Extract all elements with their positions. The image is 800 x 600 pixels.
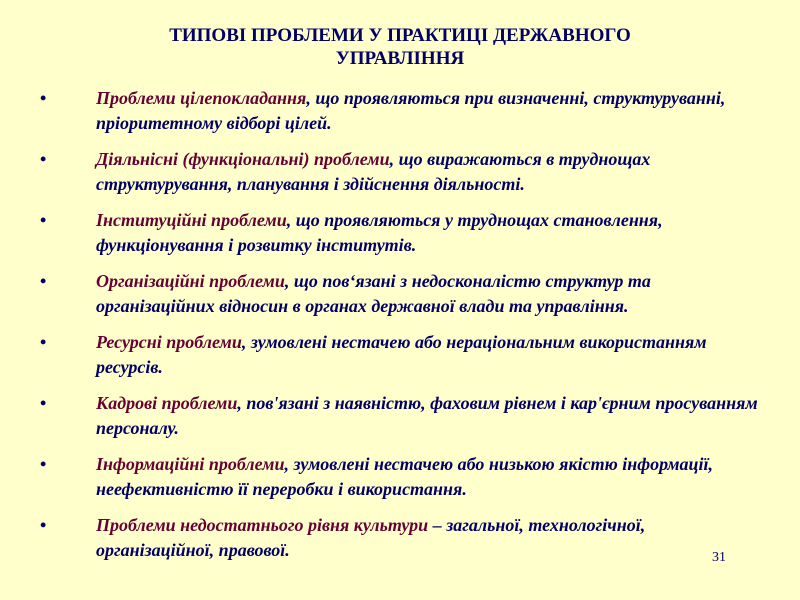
bullet-item-goal-setting xyxy=(40,86,760,136)
bullet-text: , що виражаються в труднощах структурування, планування і здійснення діяльності. xyxy=(96,149,651,194)
bullet-dot: • xyxy=(40,149,47,169)
bullet-text: , зумовлені нестачею або нераціональним використанням ресурсів. xyxy=(96,332,707,377)
bullet-text: – загальної, технологічної, організаційної, правової. xyxy=(96,515,646,560)
bullet-item-culture xyxy=(40,513,760,563)
bullet-item-personnel xyxy=(40,391,760,441)
slide-title-line-2: УПРАВЛІННЯ xyxy=(335,48,465,69)
bullet-text: , що проявляються у труднощах становлення, функціонування і розвитку інститутів. xyxy=(96,210,663,255)
bullet-term: Організаційні проблеми xyxy=(96,271,285,291)
slide-number: 31 xyxy=(712,550,726,565)
bullet-dot: • xyxy=(40,393,47,413)
bullet-item-institutional xyxy=(40,208,760,258)
bullet-text: , пов'язані з наявністю, фаховим рівнем і кар'єрним просуванням персоналу. xyxy=(96,393,758,438)
bullet-item-functional xyxy=(40,147,760,197)
bullet-text: , що проявляються при визначенні, структуруванні, пріоритетному відборі цілей. xyxy=(96,88,726,133)
bullet-item-organizational xyxy=(40,269,760,319)
bullet-dot: • xyxy=(40,271,47,291)
bullet-text: , зумовлені нестачею або низькою якістю інформації, неефективністю її переробки і використання. xyxy=(96,454,714,499)
bullet-term: Проблеми недостатнього рівня культури xyxy=(96,515,429,535)
bullet-term: Діяльнісні (функціональні) проблеми xyxy=(96,149,390,169)
bullet-dot: • xyxy=(40,332,47,352)
bullet-list xyxy=(40,86,760,574)
bullet-item-resource xyxy=(40,330,760,380)
bullet-term: Проблеми цілепокладання xyxy=(96,88,307,108)
slide-title xyxy=(100,24,700,70)
bullet-dot: • xyxy=(40,210,47,230)
bullet-dot: • xyxy=(40,515,47,535)
slide-title-line-1: ТИПОВІ ПРОБЛЕМИ У ПРАКТИЦІ ДЕРЖАВНОГО xyxy=(169,25,631,46)
bullet-item-informational xyxy=(40,452,760,502)
bullet-term: Кадрові проблеми xyxy=(96,393,238,413)
bullet-term: Інформаційні проблеми xyxy=(96,454,285,474)
bullet-term: Ресурсні проблеми xyxy=(96,332,242,352)
bullet-dot: • xyxy=(40,88,47,108)
bullet-dot: • xyxy=(40,454,47,474)
bullet-term: Інституційні проблеми xyxy=(96,210,287,230)
bullet-text: , що пов‘язані з недосконалістю структур та організаційних відносин в органах державної влади та управління. xyxy=(96,271,651,316)
